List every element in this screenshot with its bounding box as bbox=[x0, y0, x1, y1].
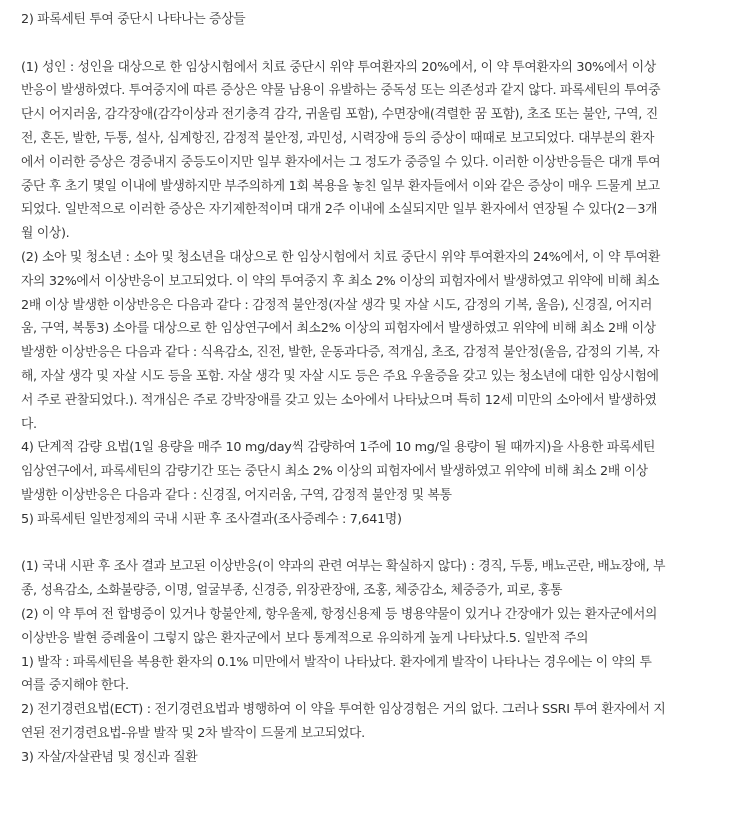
text-line: 자의 32%에서 이상반응이 보고되었다. 이 약의 투여중지 후 최소 2% 이상의 피험자에서 발생하였고 위약에 비해 최소 bbox=[21, 273, 660, 289]
text-line: 움, 구역, 복통3) 소아를 대상으로 한 임상연구에서 최소2% 이상의 피험자에서 발생하였고 위약에 비해 최소 2배 이상 bbox=[21, 321, 656, 337]
text-line: 1) 발작 : 파록세틴을 복용한 환자의 0.1% 미만에서 발작이 나타났다. 환자에게 발작이 나타나는 경우에는 이 약의 투 bbox=[21, 654, 652, 670]
text-line: 종, 성욕감소, 소화불량증, 이명, 얼굴부종, 신경증, 위장관장애, 조홍, 체중감소, 체중증가, 피로, 홍통 bbox=[21, 583, 563, 599]
text-line: 중단 후 초기 몇일 이내에 발생하지만 부주의하게 1회 복용을 놓친 일부 환자들에서 이와 같은 증상이 매우 드물게 보고 bbox=[21, 178, 660, 194]
text-line: 연된 전기경련요법-유발 발작 및 2차 발작이 드물게 보고되었다. bbox=[21, 725, 365, 741]
text-line: (1) 성인 : 성인을 대상으로 한 임상시험에서 치료 중단시 위약 투여환자의 20%에서, 이 약 투여환자의 30%에서 이상 bbox=[21, 59, 656, 75]
text-line: 4) 단계적 감량 요법(1일 용량을 매주 10 mg/day씩 감량하여 1주에 10 mg/일 용량이 될 때까지)을 사용한 파록세틴 bbox=[21, 440, 656, 456]
blank-line bbox=[21, 32, 735, 56]
text-line: 임상연구에서, 파록세틴의 감량기간 또는 중단시 최소 2% 이상의 피험자에서 발생하였고 위약에 비해 최소 2배 이상 bbox=[21, 464, 648, 480]
text-line: 발생한 이상반응은 다음과 같다 : 신경질, 어지러움, 구역, 감정적 불안정 및 복통 bbox=[21, 487, 452, 503]
text-line: 반응이 발생하였다. 투여중지에 따른 증상은 약물 남용이 유발하는 중독성 또는 의존성과 같지 않다. 파록세틴의 투여중 bbox=[21, 83, 661, 99]
text-line: 단시 어지러움, 감각장애(감각이상과 전기충격 감각, 귀울림 포함), 수면장애(격렬한 꿈 포함), 초조 또는 불안, 구역, 진 bbox=[21, 107, 658, 123]
text-line: 다. bbox=[21, 416, 37, 432]
text-line: 발생한 이상반응은 다음과 같다 : 식욕감소, 진전, 발한, 운동과다증, 적개심, 초조, 감정적 불안정(울음, 감정의 기복, 자 bbox=[21, 345, 660, 361]
text-line: 이상반응 발현 증례율이 그렇지 않은 환자군에서 보다 통계적으로 유의하게 높게 나타났다.5. 일반적 주의 bbox=[21, 630, 589, 646]
text-line: (1) 국내 시판 후 조사 결과 보고된 이상반응(이 약과의 관련 여부는 확실하지 않다) : 경직, 두통, 배뇨곤란, 배뇨장애, 부 bbox=[21, 559, 666, 575]
text-line: 서 주로 관찰되었다.). 적개심은 주로 강박장애를 갖고 있는 소아에서 나타났으며 특히 12세 미만의 소아에서 발생하였 bbox=[21, 392, 657, 408]
text-line: 월 이상). bbox=[21, 226, 70, 242]
text-line: 에서 이러한 증상은 경증내지 중등도이지만 일부 환자에서는 그 정도가 중증일 수 있다. 이러한 이상반응들은 대개 투여 bbox=[21, 154, 661, 170]
text-line: 전, 혼돈, 발한, 두통, 설사, 심계항진, 감정적 불안정, 과민성, 시력장애 등의 증상이 때때로 보고되었다. 대부분의 환자 bbox=[21, 130, 655, 146]
section-heading-discontinuation: 2) 파록세틴 투여 중단시 나타나는 증상들 bbox=[21, 12, 246, 27]
section-heading-domestic-survey: 5) 파록세틴 일반정제의 국내 시판 후 조사결과(조사증례수 : 7,641명) bbox=[21, 511, 402, 527]
text-line: (2) 소아 및 청소년 : 소아 및 청소년을 대상으로 한 임상시험에서 치료 중단시 위약 투여환자의 24%에서, 이 약 투여환 bbox=[21, 249, 661, 265]
text-line: 해, 자살 생각 및 자살 시도 등을 포함. 자살 생각 및 자살 시도 등은 주요 우울증을 갖고 있는 청소년에 대한 임상시험에 bbox=[21, 368, 659, 384]
text-line: (2) 이 약 투여 전 합병증이 있거나 항불안제, 항우울제, 항정신용제 등 병용약물이 있거나 간장애가 있는 환자군에서의 bbox=[21, 606, 658, 622]
text-line: 2) 전기경련요법(ECT) : 전기경련요법과 병행하여 이 약을 투여한 임상경험은 거의 없다. 그러나 SSRI 투여 환자에서 지 bbox=[21, 702, 666, 718]
blank-line bbox=[21, 532, 735, 556]
text-line: 여를 중지해야 한다. bbox=[21, 678, 129, 694]
text-line: 2배 이상 발생한 이상반응은 다음과 같다 : 감정적 불안정(자살 생각 및 자살 시도, 감정의 기복, 울음), 신경질, 어지러 bbox=[21, 297, 653, 313]
text-line: 되었다. 일반적으로 이러한 증상은 자기제한적이며 대개 2주 이내에 소실되지만 일부 환자에서 연장될 수 있다(2－3개 bbox=[21, 202, 658, 218]
section-heading-suicide: 3) 자살/자살관념 및 정신과 질환 bbox=[21, 749, 198, 765]
